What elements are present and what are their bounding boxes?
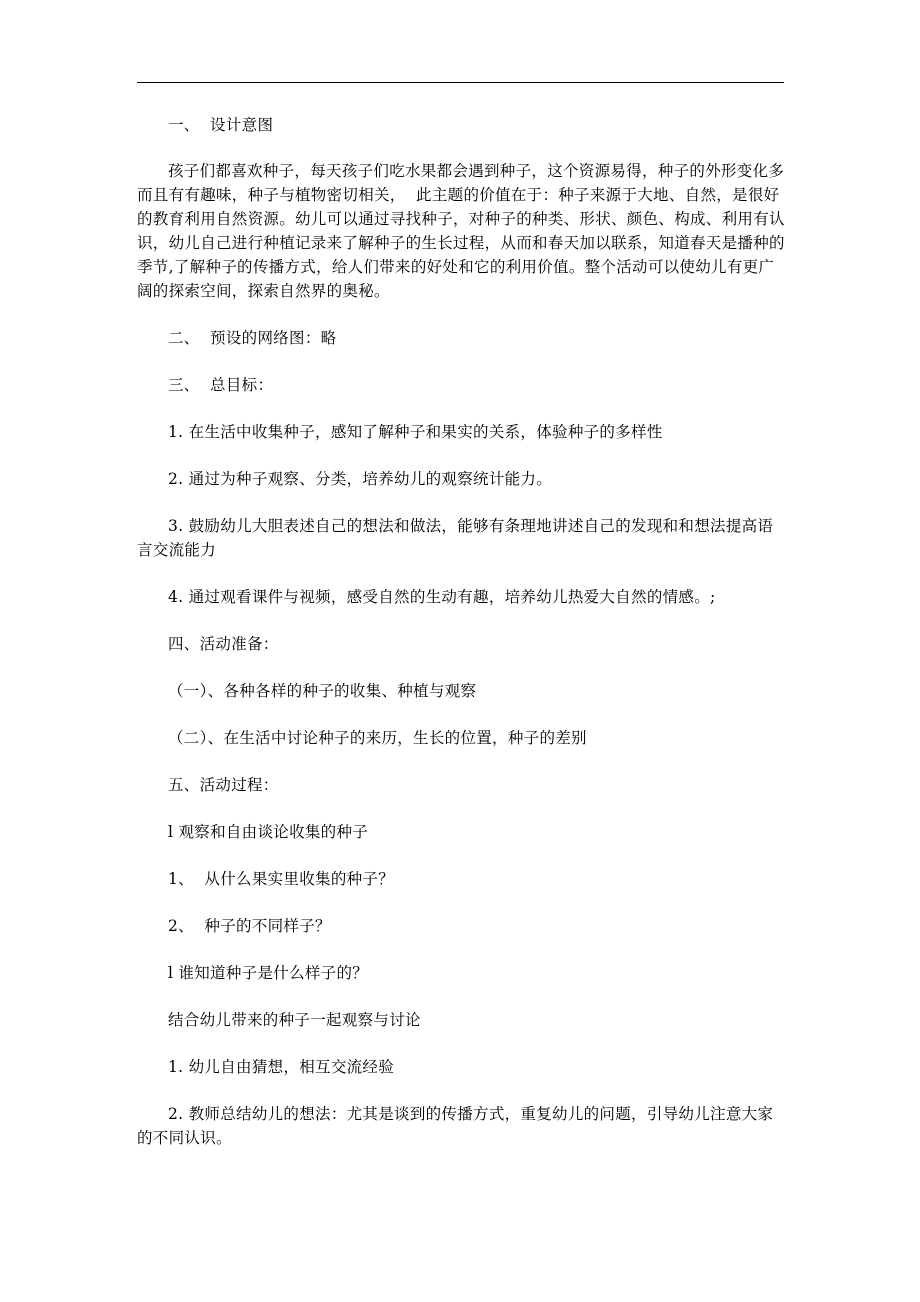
section-1-heading: 一、 设计意图 [168,116,274,134]
process-step: l 谁知道种子是什么样子的？ [168,964,369,982]
preparation-item: （一）、各种各样的种子的收集、种植与观察 [168,682,477,700]
process-question: 2、 种子的不同样子？ [168,917,331,935]
header-rule [137,82,784,83]
preparation-item: （二）、在生活中讨论种子的来历，生长的位置，种子的差别 [168,729,587,747]
process-item: 2. 教师总结幼儿的想法：尤其是谈到的传播方式，重复幼儿的问题，引导幼儿注意大家的不同认识。 [137,1105,774,1147]
section-4-heading: 四、活动准备： [168,635,279,653]
goal-item: 1. 在生活中收集种子，感知了解种子和果实的关系，体验种子的多样性 [168,423,663,441]
process-item: 1. 幼儿自由猜想，相互交流经验 [168,1058,395,1076]
process-question: 1、 从什么果实里收集的种子？ [168,870,395,888]
section-1-paragraph: 孩子们都喜欢种子，每天孩子们吃水果都会遇到种子，这个资源易得，种子的外形变化多而且有有趣味，种子与植物密切相关， 此主题的价值在于：种子来源于大地、自然，是很好的教育利用自然资源。幼儿可以通过寻找种子，对种子的种类、形状、颜色、构成、利用有认识，幼儿自己进行种植记录来了解种子的生长过程，从而和春天加以联系，知道春天是播种的季节,了解种子的传播方式，给人们带来的好处和它的利用价值。整个活动可以使幼儿有更广阔的探索空间，探索自然界的奥秘。 [137,162,785,300]
goal-item: 2. 通过为种子观察、分类，培养幼儿的观察统计能力。 [168,470,553,488]
section-5-heading: 五、活动过程： [168,776,279,794]
document-body [137,113,785,1150]
process-step: l 观察和自由谈论收集的种子 [168,823,369,841]
goal-item: 4. 通过观看课件与视频，感受自然的生动有趣，培养幼儿热爱大自然的情感。; [168,588,716,606]
process-note: 结合幼儿带来的种子一起观察与讨论 [168,1011,421,1029]
section-2-heading: 二、 预设的网络图：略 [168,329,337,347]
goal-item: 3. 鼓励幼儿大胆表述自己的想法和做法，能够有条理地讲述自己的发现和和想法提高语言交流能力 [137,517,774,559]
section-3-heading: 三、 总目标： [168,376,274,394]
